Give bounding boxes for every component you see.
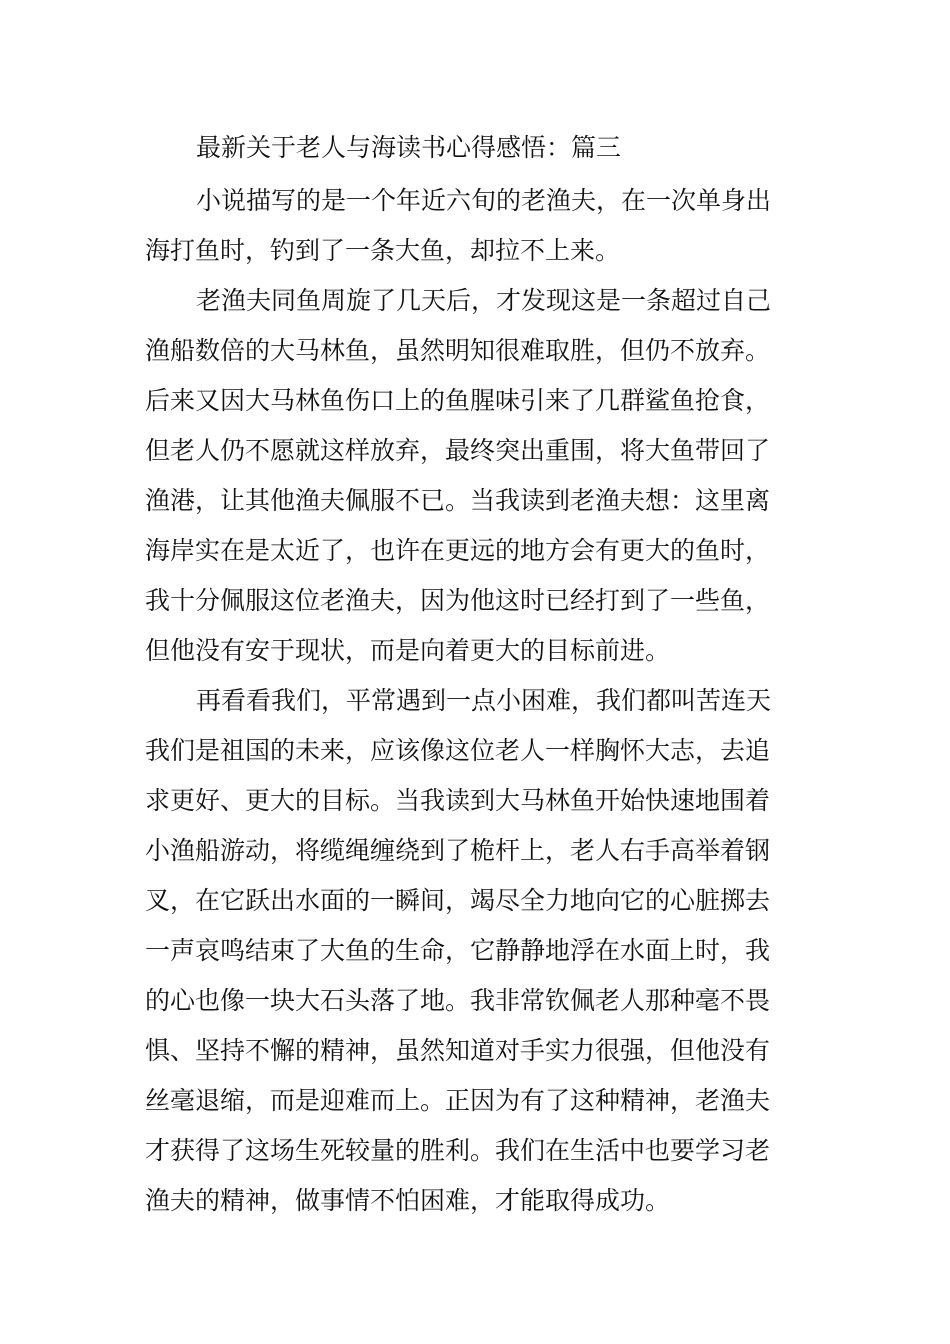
paragraph-line: 渔港，让其他渔夫佩服不已。当我读到老渔夫想：这里离: [145, 486, 771, 515]
paragraph-line: 老渔夫同鱼周旋了几天后，才发现这是一条超过自己: [196, 286, 772, 315]
paragraph-line: 小说描写的是一个年近六旬的老渔夫，在一次单身出: [196, 186, 772, 215]
paragraph-line: 丝毫退缩，而是迎难而上。正因为有了这种精神，老渔夫: [145, 1086, 771, 1115]
paragraph-line: 叉，在它跃出水面的一瞬间，竭尽全力地向它的心脏掷去: [145, 886, 771, 915]
paragraph-line: 才获得了这场生死较量的胜利。我们在生活中也要学习老: [145, 1136, 771, 1165]
paragraph-line: 一声哀鸣结束了大鱼的生命，它静静地浮在水面上时，我: [145, 936, 771, 965]
paragraph-line: 小渔船游动，将缆绳缠绕到了桅杆上，老人右手高举着钢: [145, 836, 771, 865]
paragraph-line: 海打鱼时，钓到了一条大鱼，却拉不上来。: [145, 236, 621, 265]
paragraph-line: 后来又因大马林鱼伤口上的鱼腥味引来了几群鲨鱼抢食，: [145, 386, 771, 415]
paragraph-line: 但他没有安于现状，而是向着更大的目标前进。: [145, 636, 671, 665]
paragraph-line: 求更好、更大的目标。当我读到大马林鱼开始快速地围着: [145, 786, 771, 815]
paragraph-line: 渔船数倍的大马林鱼，虽然明知很难取胜，但仍不放弃。: [145, 336, 771, 365]
paragraph-line: 海岸实在是太近了，也许在更远的地方会有更大的鱼时，: [145, 536, 771, 565]
paragraph-line: 我十分佩服这位老渔夫，因为他这时已经打到了一些鱼，: [145, 586, 771, 615]
paragraph-line: 惧、坚持不懈的精神，虽然知道对手实力很强，但他没有: [145, 1036, 771, 1065]
paragraph-line: 但老人仍不愿就这样放弃，最终突出重围，将大鱼带回了: [145, 436, 771, 465]
paragraph-line: 渔夫的精神，做事情不怕困难，才能取得成功。: [145, 1186, 671, 1215]
document-title: 最新关于老人与海读书心得感悟：篇三: [196, 133, 622, 162]
paragraph-line: 再看看我们，平常遇到一点小困难，我们都叫苦连天: [196, 686, 772, 715]
paragraph-line: 我们是祖国的未来，应该像这位老人一样胸怀大志，去追: [145, 736, 771, 765]
paragraph-line: 的心也像一块大石头落了地。我非常钦佩老人那种毫不畏: [145, 986, 771, 1015]
